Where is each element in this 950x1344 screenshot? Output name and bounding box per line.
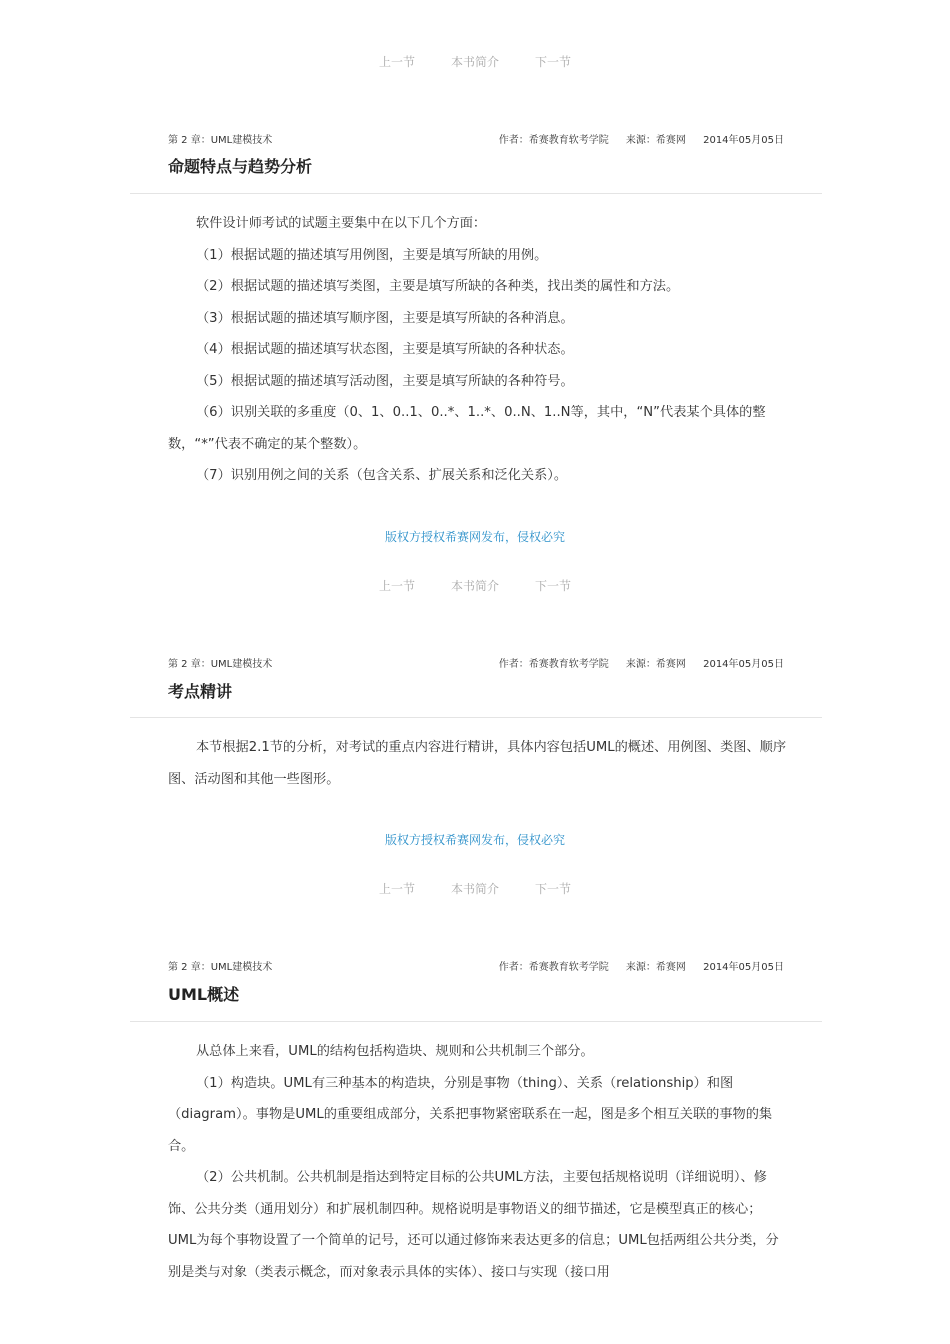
paragraph: （6）识别关联的多重度（0、1、0..1、0..*、1..*、0..N、1..N等，其中，“N”代表某个具体的整数，“*”代表不确定的某个整数）。 — [168, 405, 766, 452]
copyright-notice: 版权方授权希赛网发布，侵权必究 — [384, 530, 565, 544]
nav-bar-top — [0, 53, 950, 70]
source-label: 来源：希赛网 — [625, 962, 686, 973]
next-section-link[interactable]: 下一节 — [535, 579, 572, 593]
paragraph: （7）识别用例之间的关系（包含关系、扩展关系和泛化关系）。 — [196, 468, 568, 483]
section-meta — [168, 958, 784, 973]
author-label: 作者：希赛教育软考学院 — [498, 962, 609, 973]
divider — [130, 193, 822, 194]
paragraph: （2）公共机制。公共机制是指达到特定目标的公共UML方法，主要包括规格说明（详细说明）、修饰、公共分类（通用划分）和扩展机制四种。规格说明是事物语义的细节描述，它是模型真正的核心；UML为每个事物设置了一个简单的记号，还可以通过修饰来表达更多的信息；UML包括两组公共分类，分别是类与对象（类表示概念，而对象表示具体的实体）、接口与实现（接口用 — [168, 1170, 779, 1280]
next-section-link[interactable]: 下一节 — [535, 55, 572, 69]
paragraph: （3）根据试题的描述填写顺序图，主要是填写所缺的各种消息。 — [196, 310, 574, 326]
next-section-link[interactable]: 下一节 — [535, 882, 572, 896]
author-label: 作者：希赛教育软考学院 — [498, 659, 609, 670]
section-meta — [168, 131, 784, 146]
section-meta — [168, 655, 784, 670]
section-title: 考点精讲 — [168, 682, 233, 701]
nav-bar — [0, 577, 950, 594]
source-label: 来源：希赛网 — [625, 135, 686, 146]
chapter-label: 第 2 章：UML建模技术 — [168, 659, 273, 670]
book-intro-link[interactable]: 本书简介 — [450, 882, 499, 896]
book-intro-link[interactable]: 本书简介 — [450, 55, 499, 69]
source-label: 来源：希赛网 — [625, 659, 686, 670]
divider — [130, 1021, 822, 1022]
paragraph: 从总体上来看，UML的结构包括构造块、规则和公共机制三个部分。 — [196, 1044, 594, 1059]
section-title: UML概述 — [168, 985, 240, 1004]
paragraph: （4）根据试题的描述填写状态图，主要是填写所缺的各种状态。 — [196, 342, 574, 357]
author-label: 作者：希赛教育软考学院 — [498, 135, 609, 146]
paragraph: （5）根据试题的描述填写活动图，主要是填写所缺的各种符号。 — [196, 373, 574, 389]
date-label: 2014年05月05日 — [703, 135, 784, 146]
paragraph: 本节根据2.1节的分析，对考试的重点内容进行精讲，具体内容包括UML的概述、用例图、类图、顺序图、活动图和其他一些图形。 — [168, 740, 787, 787]
paragraph: 软件设计师考试的试题主要集中在以下几个方面： — [196, 216, 487, 231]
section-body — [168, 1036, 788, 1288]
paragraph: （1）根据试题的描述填写用例图，主要是填写所缺的用例。 — [196, 247, 548, 263]
copyright-notice: 版权方授权希赛网发布，侵权必究 — [384, 833, 565, 847]
prev-section-link[interactable]: 上一节 — [378, 882, 415, 896]
chapter-label: 第 2 章：UML建模技术 — [168, 135, 273, 146]
section-body — [168, 208, 788, 492]
paragraph: （2）根据试题的描述填写类图，主要是填写所缺的各种类，找出类的属性和方法。 — [196, 279, 680, 294]
chapter-label: 第 2 章：UML建模技术 — [168, 962, 273, 973]
section-title: 命题特点与趋势分析 — [168, 157, 313, 176]
nav-bar — [0, 880, 950, 897]
prev-section-link[interactable]: 上一节 — [378, 579, 415, 593]
date-label: 2014年05月05日 — [703, 659, 784, 670]
book-intro-link[interactable]: 本书简介 — [450, 579, 499, 593]
date-label: 2014年05月05日 — [703, 962, 784, 973]
section-body — [168, 732, 788, 795]
divider — [130, 717, 822, 718]
prev-section-link[interactable]: 上一节 — [378, 55, 415, 69]
paragraph: （1）构造块。UML有三种基本的构造块，分别是事物（thing）、关系（relationship）和图（diagram）。事物是UML的重要组成部分，关系把事物紧密联系在一起，图是多个相互关联的事物的集合。 — [168, 1075, 773, 1154]
